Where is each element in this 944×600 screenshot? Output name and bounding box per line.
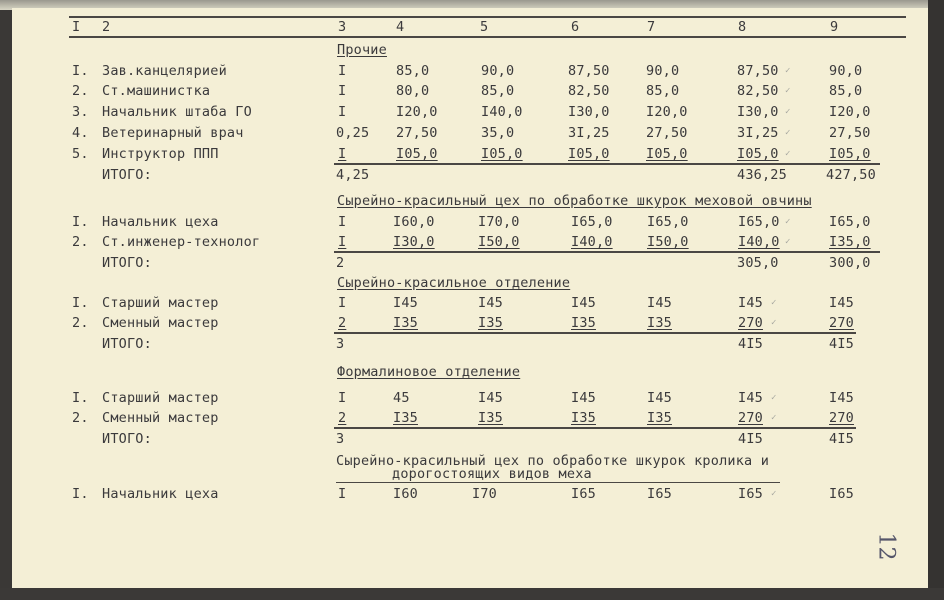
cell-c8: 82,50 xyxy=(737,83,779,99)
subtotal-rule xyxy=(334,332,856,334)
total-label: ИТОГО: xyxy=(102,167,152,183)
cell-c4: I30,0 xyxy=(393,234,435,250)
cell-c5: I35 xyxy=(478,315,503,331)
cell-c7: I65 xyxy=(647,486,672,502)
col-header-3: 3 xyxy=(338,19,347,35)
row-number: I. xyxy=(72,486,89,502)
cell-c9: 90,0 xyxy=(829,63,863,79)
check-mark-icon: ✓ xyxy=(785,107,791,117)
cell-c9: I45 xyxy=(829,295,854,311)
total-c9: 427,50 xyxy=(826,167,876,183)
row-position: Начальник цеха xyxy=(102,486,219,502)
cell-c8: 3I,25 xyxy=(737,125,779,141)
cell-c9: 85,0 xyxy=(829,83,863,99)
total-c8: 4I5 xyxy=(738,336,763,352)
total-c8: 436,25 xyxy=(737,167,787,183)
row-position: Сменный мастер xyxy=(102,410,219,426)
cell-c9: I45 xyxy=(829,390,854,406)
cell-c5: I50,0 xyxy=(478,234,520,250)
cell-c7: 85,0 xyxy=(646,83,680,99)
cell-c4: I45 xyxy=(393,295,418,311)
header-top-rule xyxy=(69,16,906,18)
row-number: 2. xyxy=(72,234,89,250)
cell-c6: I45 xyxy=(571,295,596,311)
check-mark-icon: ✓ xyxy=(771,489,777,499)
cell-c8: I65 xyxy=(738,486,763,502)
cell-c7: I45 xyxy=(647,390,672,406)
cell-c5: I05,0 xyxy=(481,146,523,162)
total-c3: 3 xyxy=(336,431,345,447)
total-c3: 3 xyxy=(336,336,345,352)
cell-c6: I35 xyxy=(571,315,596,331)
cell-c8: 270 xyxy=(738,315,763,331)
cell-c7: 27,50 xyxy=(646,125,688,141)
row-position: Ст.машинистка xyxy=(102,83,211,99)
cell-c5: I40,0 xyxy=(481,104,523,120)
total-c3: 2 xyxy=(336,255,345,271)
cell-c4: I35 xyxy=(393,410,418,426)
check-mark-icon: ✓ xyxy=(771,393,777,403)
cell-c4: I20,0 xyxy=(396,104,438,120)
handwritten-page-number: 12 xyxy=(873,532,899,561)
cell-c8: I45 xyxy=(738,390,763,406)
check-mark-icon: ✓ xyxy=(785,86,791,96)
cell-c9: I65 xyxy=(829,486,854,502)
cell-c7: I05,0 xyxy=(646,146,688,162)
cell-c4: I05,0 xyxy=(396,146,438,162)
cell-c5: I45 xyxy=(478,295,503,311)
row-number: 2. xyxy=(72,410,89,426)
cell-c3: 2 xyxy=(338,315,347,331)
cell-c4: 80,0 xyxy=(396,83,430,99)
check-mark-icon: ✓ xyxy=(785,128,791,138)
cell-c6: I30,0 xyxy=(568,104,610,120)
cell-c3: I xyxy=(338,390,347,406)
cell-c7: I45 xyxy=(647,295,672,311)
check-mark-icon: ✓ xyxy=(785,217,791,227)
cell-c9: I35,0 xyxy=(829,234,871,250)
cell-c3: I xyxy=(338,146,347,162)
cell-c8: 87,50 xyxy=(737,63,779,79)
cell-c7: I20,0 xyxy=(646,104,688,120)
cell-c7: I65,0 xyxy=(647,214,689,230)
check-mark-icon: ✓ xyxy=(785,149,791,159)
col-header-5: 5 xyxy=(480,19,489,35)
cell-c8: I40,0 xyxy=(738,234,780,250)
cell-c3: I xyxy=(338,63,347,79)
cell-c6: I05,0 xyxy=(568,146,610,162)
row-position: Инструктор ППП xyxy=(102,146,219,162)
col-header-7: 7 xyxy=(647,19,656,35)
header-bottom-rule xyxy=(69,36,906,38)
cell-c5: I45 xyxy=(478,390,503,406)
cell-c4: 85,0 xyxy=(396,63,430,79)
col-header-8: 8 xyxy=(738,19,747,35)
total-label: ИТОГО: xyxy=(102,255,152,271)
total-c9: 4I5 xyxy=(829,431,854,447)
cell-c6: 3I,25 xyxy=(568,125,610,141)
col-header-9: 9 xyxy=(830,19,839,35)
cell-c6: I40,0 xyxy=(571,234,613,250)
check-mark-icon: ✓ xyxy=(771,318,777,328)
cell-c9: 270 xyxy=(829,410,854,426)
section-title-rabbit-line2: дорогостоящих видов меха xyxy=(392,466,592,482)
row-number: 3. xyxy=(72,104,89,120)
row-number: I. xyxy=(72,214,89,230)
col-header-4: 4 xyxy=(396,19,405,35)
cell-c9: I05,0 xyxy=(829,146,871,162)
cell-c9: I65,0 xyxy=(829,214,871,230)
cell-c5: 85,0 xyxy=(481,83,515,99)
cell-c8: I30,0 xyxy=(737,104,779,120)
subtotal-rule xyxy=(334,427,856,429)
cell-c7: I35 xyxy=(647,410,672,426)
section-title-formalin: Формалиновое отделение xyxy=(337,364,521,380)
section-title-dyeing: Сырейно-красильное отделение xyxy=(337,275,571,291)
row-position: Ст.инженер-технолог xyxy=(102,234,261,250)
row-number: 2. xyxy=(72,83,89,99)
row-position: Ветеринарный врач xyxy=(102,125,244,141)
cell-c5: 90,0 xyxy=(481,63,515,79)
total-c8: 4I5 xyxy=(738,431,763,447)
cell-c9: 27,50 xyxy=(829,125,871,141)
row-position: Зав.канцелярией xyxy=(102,63,227,79)
cell-c8: I05,0 xyxy=(737,146,779,162)
cell-c4: I60 xyxy=(393,486,418,502)
total-c9: 300,0 xyxy=(829,255,871,271)
col-header-1: I xyxy=(72,19,81,35)
section-title-sheepskin: Сырейно-красильный цех по обработке шкурок меховой овчины xyxy=(337,193,812,209)
total-c3: 4,25 xyxy=(336,167,370,183)
check-mark-icon: ✓ xyxy=(785,237,791,247)
subtotal-rule xyxy=(334,251,880,253)
row-number: I. xyxy=(72,390,89,406)
cell-c8: 270 xyxy=(738,410,763,426)
cell-c3: I xyxy=(338,214,347,230)
cell-c6: 87,50 xyxy=(568,63,610,79)
total-label: ИТОГО: xyxy=(102,431,152,447)
cell-c9: I20,0 xyxy=(829,104,871,120)
cell-c6: I35 xyxy=(571,410,596,426)
cell-c4: 45 xyxy=(393,390,410,406)
scan-right-edge xyxy=(928,0,944,600)
cell-c3: I xyxy=(338,295,347,311)
cell-c3: I xyxy=(338,83,347,99)
section-rule xyxy=(336,482,780,483)
check-mark-icon: ✓ xyxy=(785,66,791,76)
cell-c6: 82,50 xyxy=(568,83,610,99)
row-number: I. xyxy=(72,63,89,79)
check-mark-icon: ✓ xyxy=(771,298,777,308)
cell-c3: I xyxy=(338,486,347,502)
cell-c6: I65,0 xyxy=(571,214,613,230)
scan-bottom-edge xyxy=(0,588,944,600)
total-c9: 4I5 xyxy=(829,336,854,352)
cell-c3: 2 xyxy=(338,410,347,426)
cell-c3: I xyxy=(338,234,347,250)
row-position: Начальник штаба ГО xyxy=(102,104,252,120)
cell-c5: I70,0 xyxy=(478,214,520,230)
cell-c5: 35,0 xyxy=(481,125,515,141)
row-position: Сменный мастер xyxy=(102,315,219,331)
row-position: Старший мастер xyxy=(102,390,219,406)
cell-c6: I45 xyxy=(571,390,596,406)
cell-c3: 0,25 xyxy=(336,125,370,141)
section-title-prochie: Прочие xyxy=(337,42,387,58)
row-position: Начальник цеха xyxy=(102,214,219,230)
section-title-rabbit-line1: Сырейно-красильный цех по обработке шкурок кролика и xyxy=(336,453,770,469)
cell-c4: I60,0 xyxy=(393,214,435,230)
cell-c4: 27,50 xyxy=(396,125,438,141)
row-number: 2. xyxy=(72,315,89,331)
col-header-6: 6 xyxy=(571,19,580,35)
row-number: 5. xyxy=(72,146,89,162)
cell-c7: I35 xyxy=(647,315,672,331)
total-c8: 305,0 xyxy=(737,255,779,271)
cell-c9: 270 xyxy=(829,315,854,331)
cell-c7: I50,0 xyxy=(647,234,689,250)
col-header-2: 2 xyxy=(102,19,111,35)
check-mark-icon: ✓ xyxy=(771,413,777,423)
cell-c8: I45 xyxy=(738,295,763,311)
cell-c5: I70 xyxy=(472,486,497,502)
cell-c6: I65 xyxy=(571,486,596,502)
cell-c8: I65,0 xyxy=(738,214,780,230)
subtotal-rule xyxy=(334,163,880,165)
total-label: ИТОГО: xyxy=(102,336,152,352)
row-position: Старший мастер xyxy=(102,295,219,311)
cell-c4: I35 xyxy=(393,315,418,331)
row-number: I. xyxy=(72,295,89,311)
row-number: 4. xyxy=(72,125,89,141)
cell-c3: I xyxy=(338,104,347,120)
cell-c7: 90,0 xyxy=(646,63,680,79)
cell-c5: I35 xyxy=(478,410,503,426)
